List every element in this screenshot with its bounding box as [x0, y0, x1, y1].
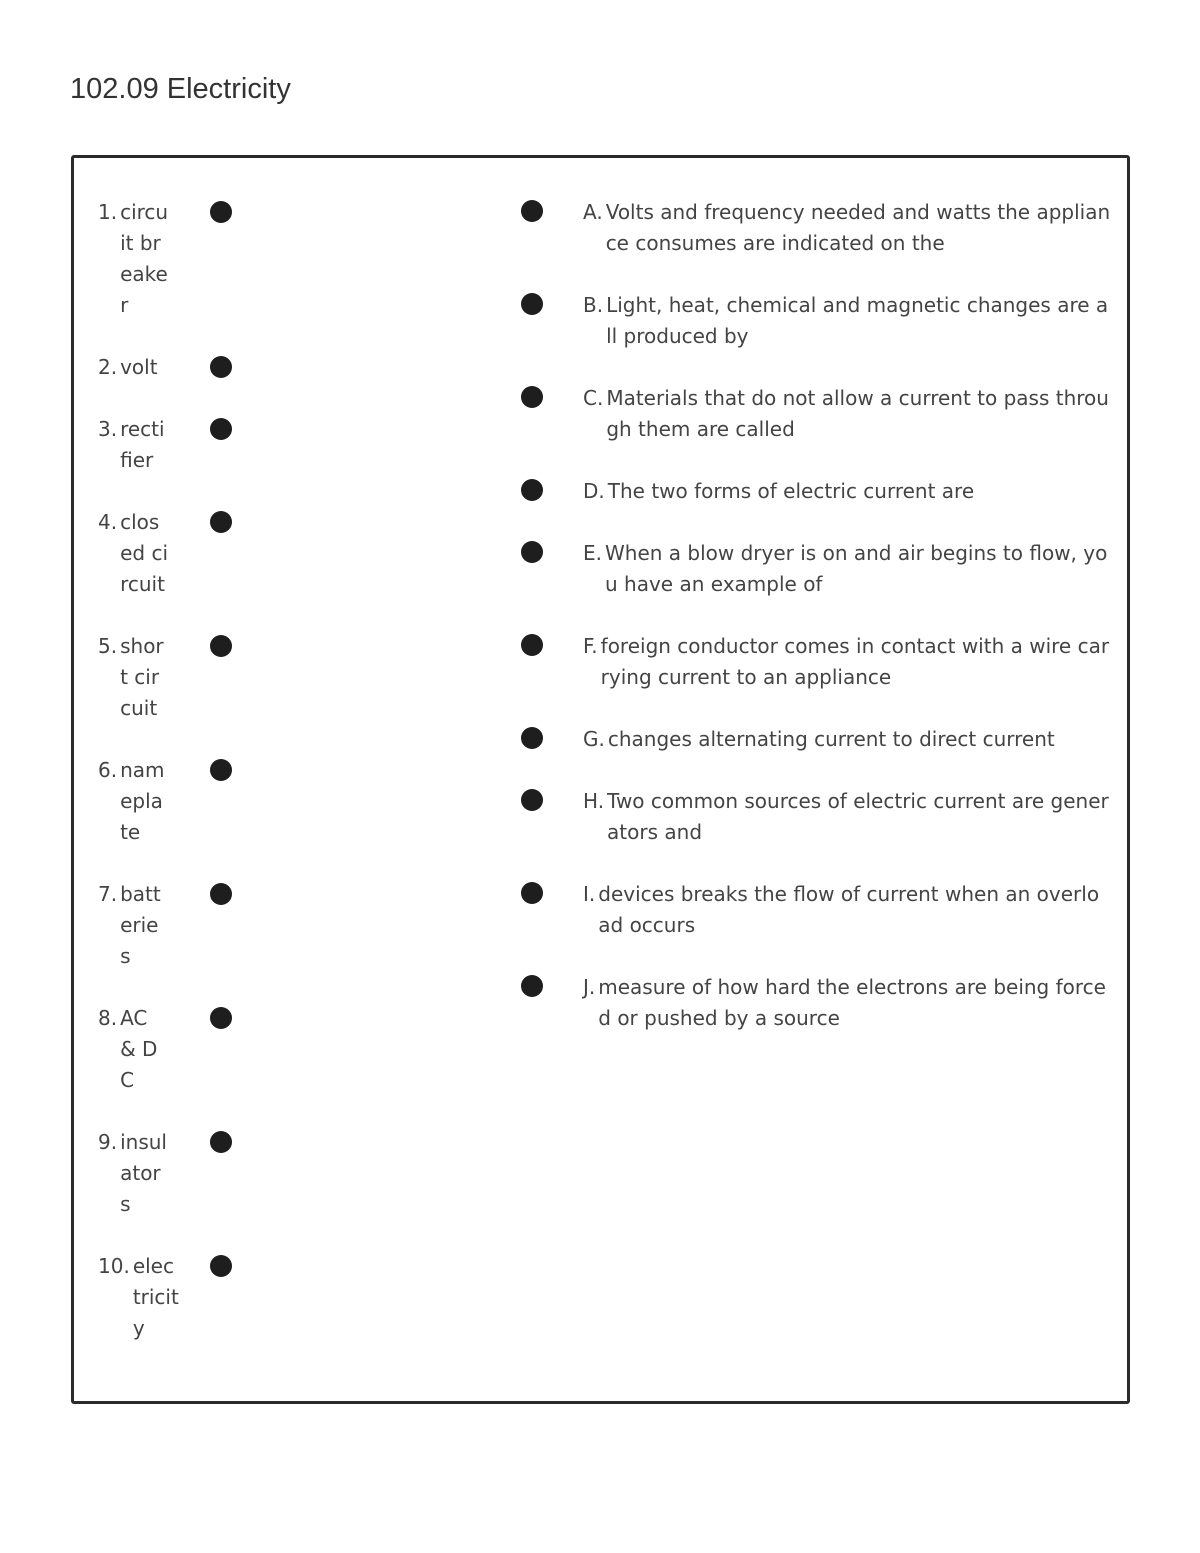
definition-connector-dot[interactable] [521, 386, 543, 408]
definition-item [521, 476, 1111, 507]
term-number: 10. [98, 1254, 130, 1278]
term-text: closed circuit [120, 510, 169, 596]
term-item [98, 755, 268, 848]
term-connector-dot[interactable] [210, 635, 232, 657]
term-number: 8. [98, 1006, 118, 1030]
term-item [98, 197, 268, 321]
definition-connector-dot[interactable] [521, 479, 543, 501]
term-item [98, 414, 268, 476]
definition-letter: H. [583, 789, 605, 813]
definition-connector-dot[interactable] [521, 634, 543, 656]
term-text: nameplate [120, 758, 165, 844]
definition-item [521, 786, 1111, 848]
definition-letter: I. [583, 882, 596, 906]
definition-text: Light, heat, chemical and magnetic changes are all produced by [606, 293, 1109, 348]
term-text: AC & DC [120, 1006, 158, 1092]
definition-connector-dot[interactable] [521, 975, 543, 997]
definition-item [521, 538, 1111, 600]
definition-item [521, 290, 1111, 352]
definition-text: The two forms of electric current are [607, 479, 975, 503]
definition-connector-dot[interactable] [521, 293, 543, 315]
term-number: 1. [98, 200, 118, 224]
definition-letter: D. [583, 479, 605, 503]
term-connector-dot[interactable] [210, 511, 232, 533]
definition-connector-dot[interactable] [521, 789, 543, 811]
definition-text: foreign conductor comes in contact with a wire carrying current to an appliance [600, 634, 1110, 689]
page-title: 102.09 Electricity [70, 73, 291, 105]
term-item [98, 879, 268, 972]
definition-item [521, 631, 1111, 693]
definition-letter: B. [583, 293, 604, 317]
definition-connector-dot[interactable] [521, 541, 543, 563]
term-text: volt [120, 355, 158, 379]
term-number: 2. [98, 355, 118, 379]
term-connector-dot[interactable] [210, 1131, 232, 1153]
definition-item [521, 197, 1111, 259]
term-connector-dot[interactable] [210, 201, 232, 223]
term-number: 6. [98, 758, 118, 782]
term-text: batteries [120, 882, 161, 968]
term-connector-dot[interactable] [210, 356, 232, 378]
definition-letter: E. [583, 541, 602, 565]
definition-item [521, 383, 1111, 445]
term-number: 7. [98, 882, 118, 906]
definition-item [521, 972, 1111, 1034]
term-number: 9. [98, 1130, 118, 1154]
matching-box [71, 155, 1130, 1404]
definition-text: Volts and frequency needed and watts the appliance consumes are indicated on the [605, 200, 1111, 255]
definition-text: Two common sources of electric current are generators and [607, 789, 1109, 844]
definition-text: measure of how hard the electrons are being forced or pushed by a source [598, 975, 1106, 1030]
term-text: circuit breaker [120, 200, 169, 317]
term-list [98, 197, 268, 1375]
definition-list [521, 197, 1111, 1065]
term-connector-dot[interactable] [210, 883, 232, 905]
definition-connector-dot[interactable] [521, 727, 543, 749]
term-connector-dot[interactable] [210, 1007, 232, 1029]
term-number: 3. [98, 417, 118, 441]
term-connector-dot[interactable] [210, 418, 232, 440]
definition-connector-dot[interactable] [521, 200, 543, 222]
term-text: electricity [132, 1254, 179, 1340]
term-item [98, 631, 268, 724]
term-item [98, 1251, 268, 1344]
definition-letter: G. [583, 727, 605, 751]
term-number: 4. [98, 510, 118, 534]
term-text: rectifier [120, 417, 165, 472]
definition-connector-dot[interactable] [521, 882, 543, 904]
term-item [98, 1127, 268, 1220]
definition-text: When a blow dryer is on and air begins to flow, you have an example of [605, 541, 1108, 596]
term-connector-dot[interactable] [210, 759, 232, 781]
definition-text: changes alternating current to direct current [607, 727, 1055, 751]
definition-letter: A. [583, 200, 603, 224]
term-number: 5. [98, 634, 118, 658]
term-item [98, 507, 268, 600]
term-item [98, 1003, 268, 1096]
definition-letter: C. [583, 386, 604, 410]
definition-item [521, 724, 1111, 755]
term-text: insulators [120, 1130, 167, 1216]
definition-letter: F. [583, 634, 598, 658]
term-connector-dot[interactable] [210, 1255, 232, 1277]
definition-letter: J. [583, 975, 596, 999]
term-text: short circuit [120, 634, 164, 720]
term-item [98, 352, 268, 383]
definition-text: devices breaks the flow of current when an overload occurs [598, 882, 1100, 937]
definition-text: Materials that do not allow a current to pass through them are called [606, 386, 1109, 441]
definition-item [521, 879, 1111, 941]
